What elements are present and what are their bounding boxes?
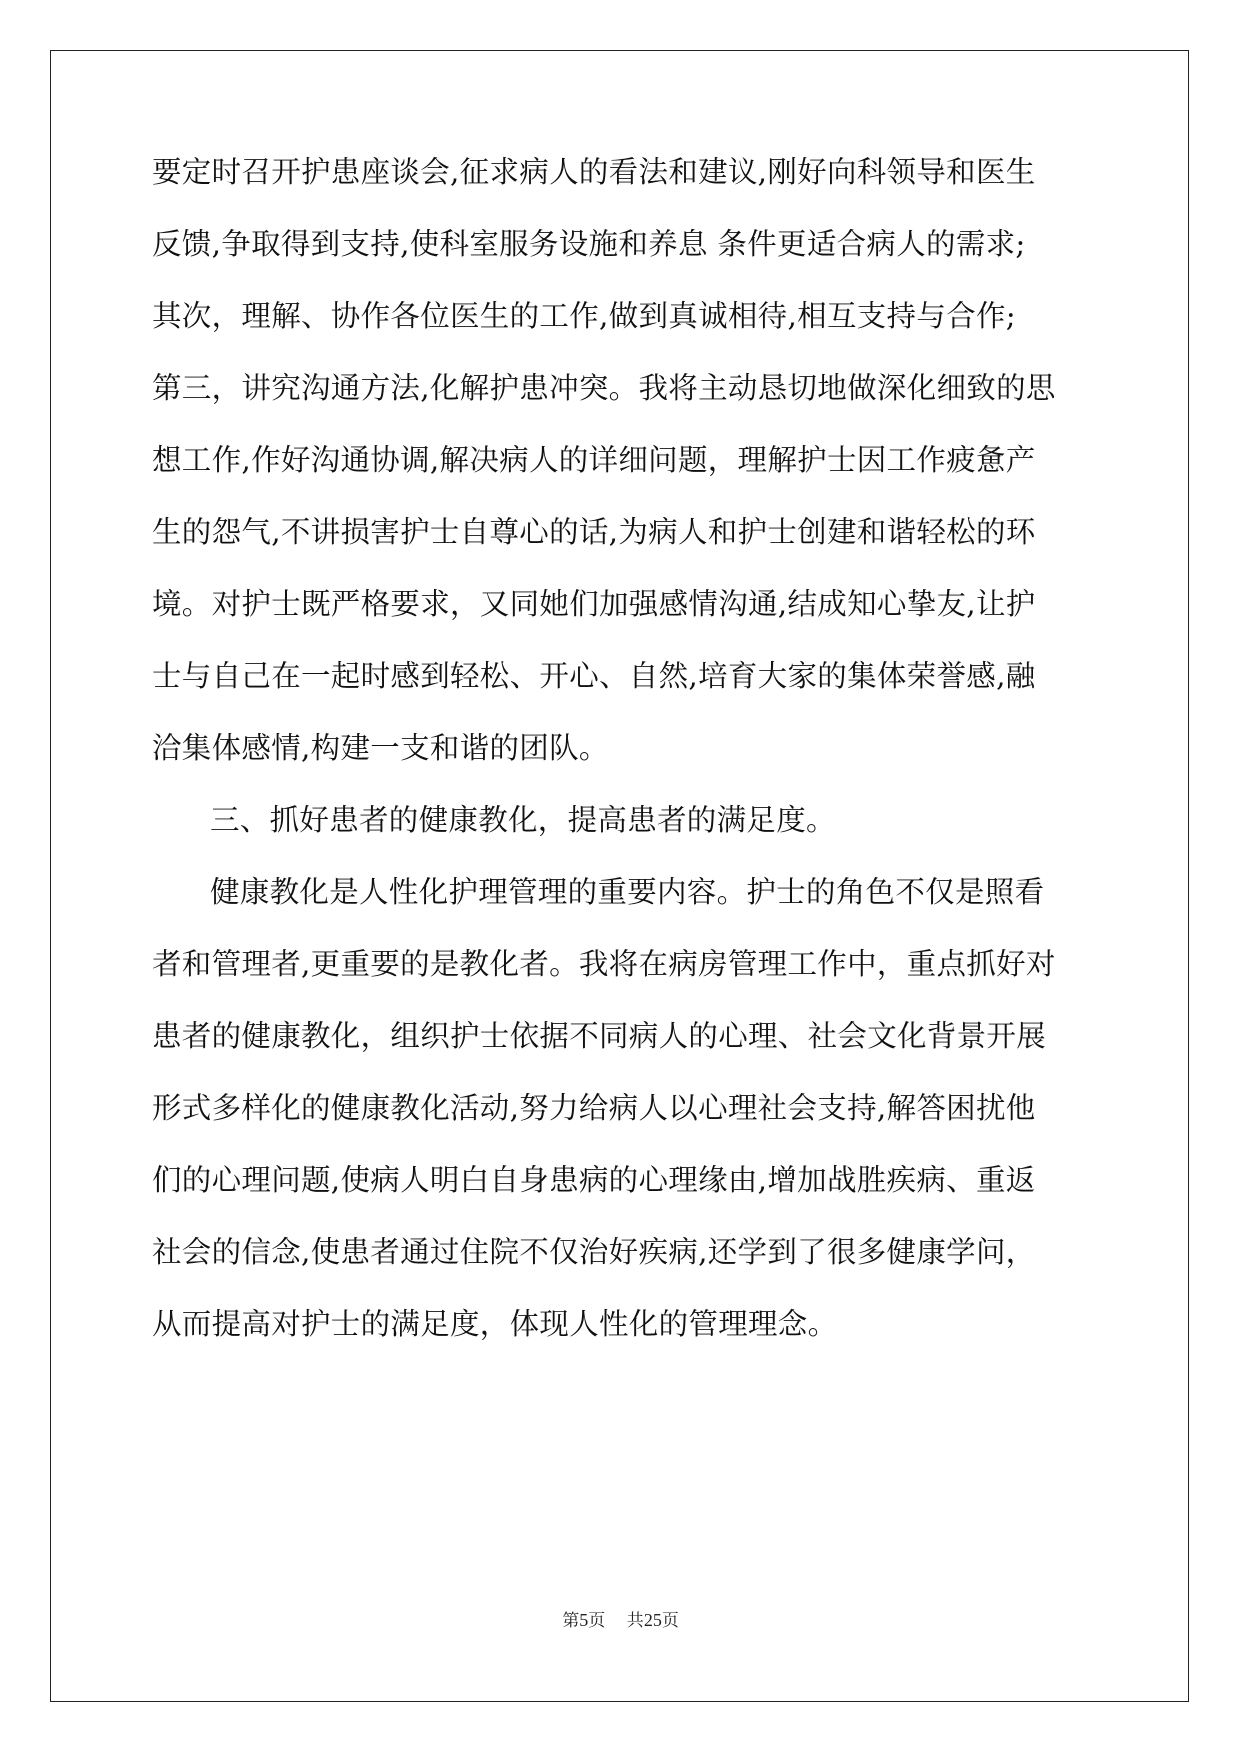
text-line: 士与自己在一起时感到轻松、开心、自然,培育大家的集体荣誉感,融 — [152, 659, 1036, 693]
current-page-number: 5 — [579, 1610, 589, 1630]
text-line: 境。对护士既严格要求，又同她们加强感情沟通,结成知心挚友,让护 — [152, 587, 1036, 621]
text-line: 要定时召开护患座谈会,征求病人的看法和建议,刚好向科领导和医生 — [152, 155, 1036, 189]
text-line: 想工作,作好沟通协调,解决病人的详细问题，理解护士因工作疲惫产 — [152, 443, 1036, 477]
text-line: 们的心理问题,使病人明白自身患病的心理缘由,增加战胜疾病、重返 — [152, 1163, 1036, 1197]
text-line: 社会的信念,使患者通过住院不仅治好疾病,还学到了很多健康学问， — [152, 1235, 1036, 1269]
page-suffix: 页 — [661, 1611, 679, 1631]
text-line: 生的怨气,不讲损害护士自尊心的话,为病人和护士创建和谐轻松的环 — [152, 515, 1036, 549]
text-line: 患者的健康教化，组织护士依据不同病人的心理、社会文化背景开展 — [152, 1019, 1047, 1053]
text-line: 健康教化是人性化护理管理的重要内容。护士的角色不仅是照看 — [210, 875, 1045, 909]
text-line: 形式多样化的健康教化活动,努力给病人以心理社会支持,解答困扰他 — [152, 1091, 1036, 1125]
text-line: 反馈,争取得到支持,使科室服务设施和养息 条件更适合病人的需求; — [152, 227, 1026, 261]
section-heading: 三、抓好患者的健康教化，提高患者的满足度。 — [210, 803, 836, 837]
text-line: 者和管理者,更重要的是教化者。我将在病房管理工作中，重点抓好对 — [152, 947, 1056, 981]
text-line: 其次，理解、协作各位医生的工作,做到真诚相待,相互支持与合作; — [152, 299, 1016, 333]
page-mid: 页 共 — [588, 1611, 644, 1631]
page-prefix: 第 — [562, 1611, 580, 1631]
text-line: 第三，讲究沟通方法,化解护患冲突。我将主动恳切地做深化细致的思 — [152, 371, 1056, 405]
page-footer — [0, 1609, 1241, 1632]
text-line: 从而提高对护士的满足度，体现人性化的管理理念。 — [152, 1307, 838, 1341]
text-line: 洽集体感情,构建一支和谐的团队。 — [152, 731, 609, 765]
total-page-number: 25 — [643, 1610, 662, 1630]
